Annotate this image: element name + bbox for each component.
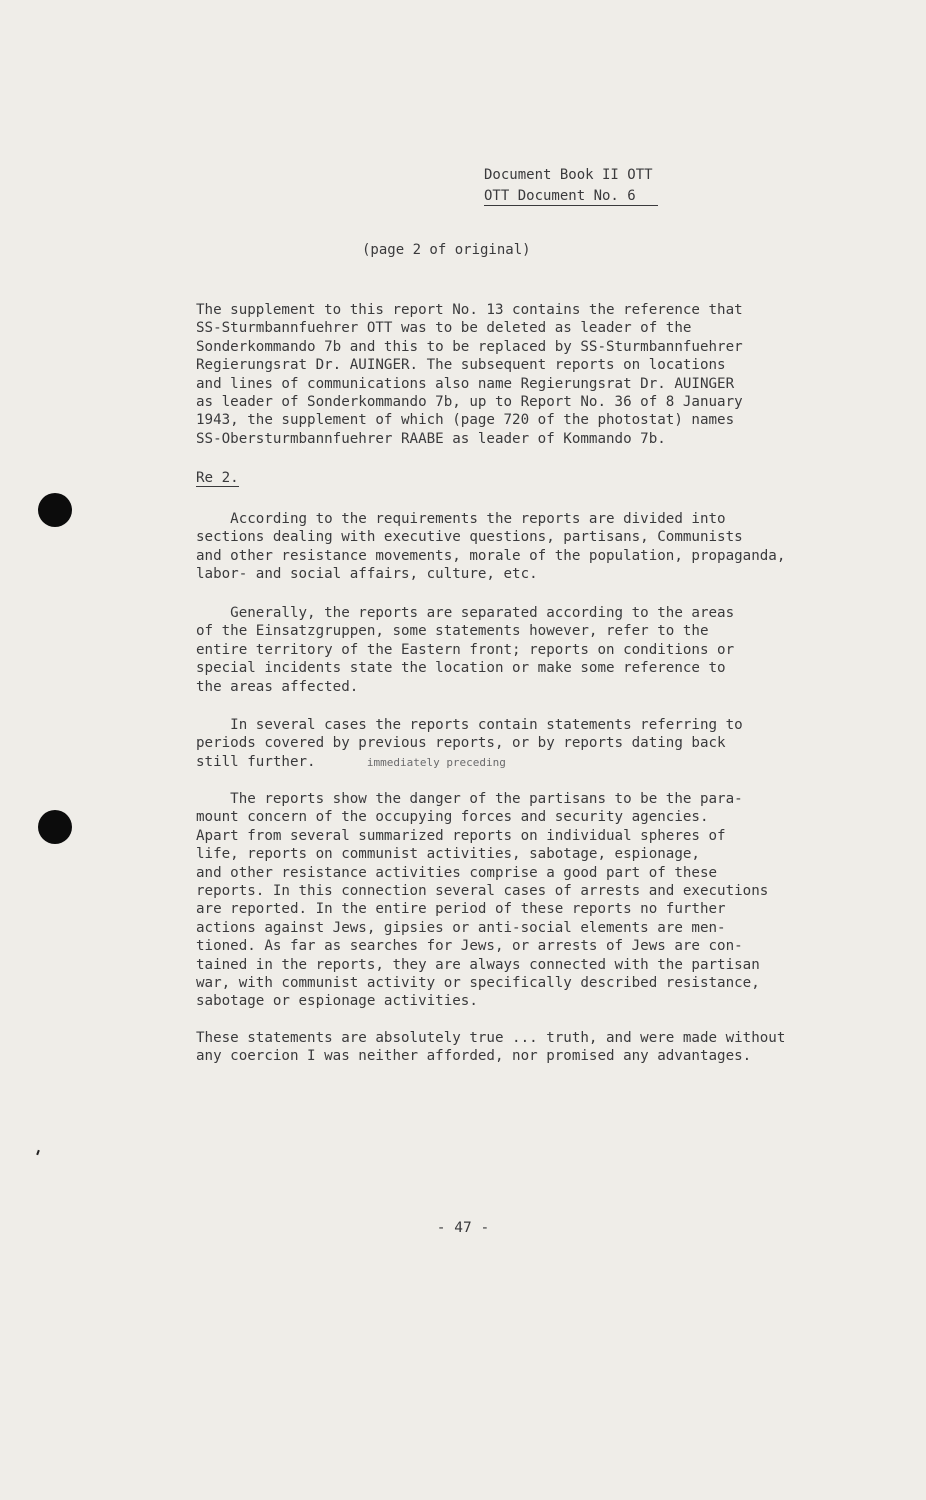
page-reference: (page 2 of original) (362, 242, 531, 258)
text-line: labor- and social affairs, culture, etc. (196, 566, 538, 583)
text-line: tioned. As far as searches for Jews, or arrests of Jews are con- (196, 938, 743, 955)
text-line: sections dealing with executive questions, partisans, Communists (196, 529, 743, 546)
text-line: SS-Obersturmbannfuehrer RAABE as leader of Kommando 7b. (196, 430, 666, 447)
page-number: - 47 - (436, 1220, 490, 1236)
text-line: The supplement to this report No. 13 contains the reference that (196, 302, 743, 318)
text-line: Regierungsrat Dr. AUINGER. The subsequent reports on locations (196, 357, 726, 374)
text-line: actions against Jews, gipsies or anti-social elements are men- (196, 919, 726, 936)
text-line: SS-Sturmbannfuehrer OTT was to be deleted as leader of the (196, 320, 692, 337)
text-line: Apart from several summarized reports on individual spheres of (196, 827, 726, 844)
paper-mark (36, 1150, 40, 1155)
text-line: special incidents state the location or make some reference to (196, 660, 726, 677)
text-line: mount concern of the occupying forces and security agencies. (196, 809, 709, 826)
paragraph-periods (196, 716, 856, 772)
text-line: According to the requirements the reports are divided into (196, 511, 726, 527)
text-line: entire territory of the Eastern front; reports on conditions or (196, 641, 735, 658)
text-line: and other resistance movements, morale of the population, propaganda, (196, 547, 786, 564)
paragraph-partisans (196, 790, 856, 1011)
document-book-title: Document Book II OTT (484, 167, 653, 183)
text-line: are reported. In the entire period of these reports no further (196, 901, 726, 918)
text-line: These statements are absolutely true ... truth, and were made without (196, 1030, 786, 1046)
document-header (484, 165, 658, 207)
text-line: and lines of communications also name Regierungsrat Dr. AUINGER (196, 375, 735, 392)
text-line: war, with communist activity or specifically described resistance, (196, 975, 760, 992)
text-line: any coercion I was neither afforded, nor promised any advantages. (196, 1048, 752, 1065)
punch-hole-top (38, 493, 72, 527)
document-number: OTT Document No. 6 (484, 187, 658, 206)
text-line: and other resistance activities comprise a good part of these (196, 864, 718, 881)
punch-hole-bottom (38, 810, 72, 844)
text-line: as leader of Sonderkommando 7b, up to Report No. 36 of 8 January (196, 394, 743, 411)
handwritten-insert: immediately preceding (366, 755, 506, 769)
text-line: In several cases the reports contain statements referring to (196, 717, 743, 733)
text-line: the areas affected. (196, 678, 359, 695)
paragraph-requirements (196, 510, 856, 584)
paragraph-supplement (196, 301, 856, 448)
text-fragment: still further. (196, 753, 316, 770)
text-line: 1943, the supplement of which (page 720 of the photostat) names (196, 412, 735, 429)
text-line: reports. In this connection several cases of arrests and executions (196, 883, 769, 900)
text-line: of the Einsatzgruppen, some statements however, refer to the (196, 623, 709, 640)
text-line (196, 753, 856, 772)
text-line: Sonderkommando 7b and this to be replaced by SS-Sturmbannfuehrer (196, 338, 743, 355)
text-line: periods covered by previous reports, or by reports dating back (196, 735, 726, 752)
text-line: tained in the reports, they are always connected with the partisan (196, 956, 760, 973)
text-line: sabotage or espionage activities. (196, 993, 478, 1010)
text-line: The reports show the danger of the partisans to be the para- (196, 791, 743, 807)
text-line: life, reports on communist activities, sabotage, espionage, (196, 846, 700, 863)
text-line: Generally, the reports are separated according to the areas (196, 605, 735, 621)
paragraph-closing (196, 1029, 856, 1066)
paragraph-areas (196, 604, 856, 696)
section-heading: Re 2. (196, 470, 239, 486)
